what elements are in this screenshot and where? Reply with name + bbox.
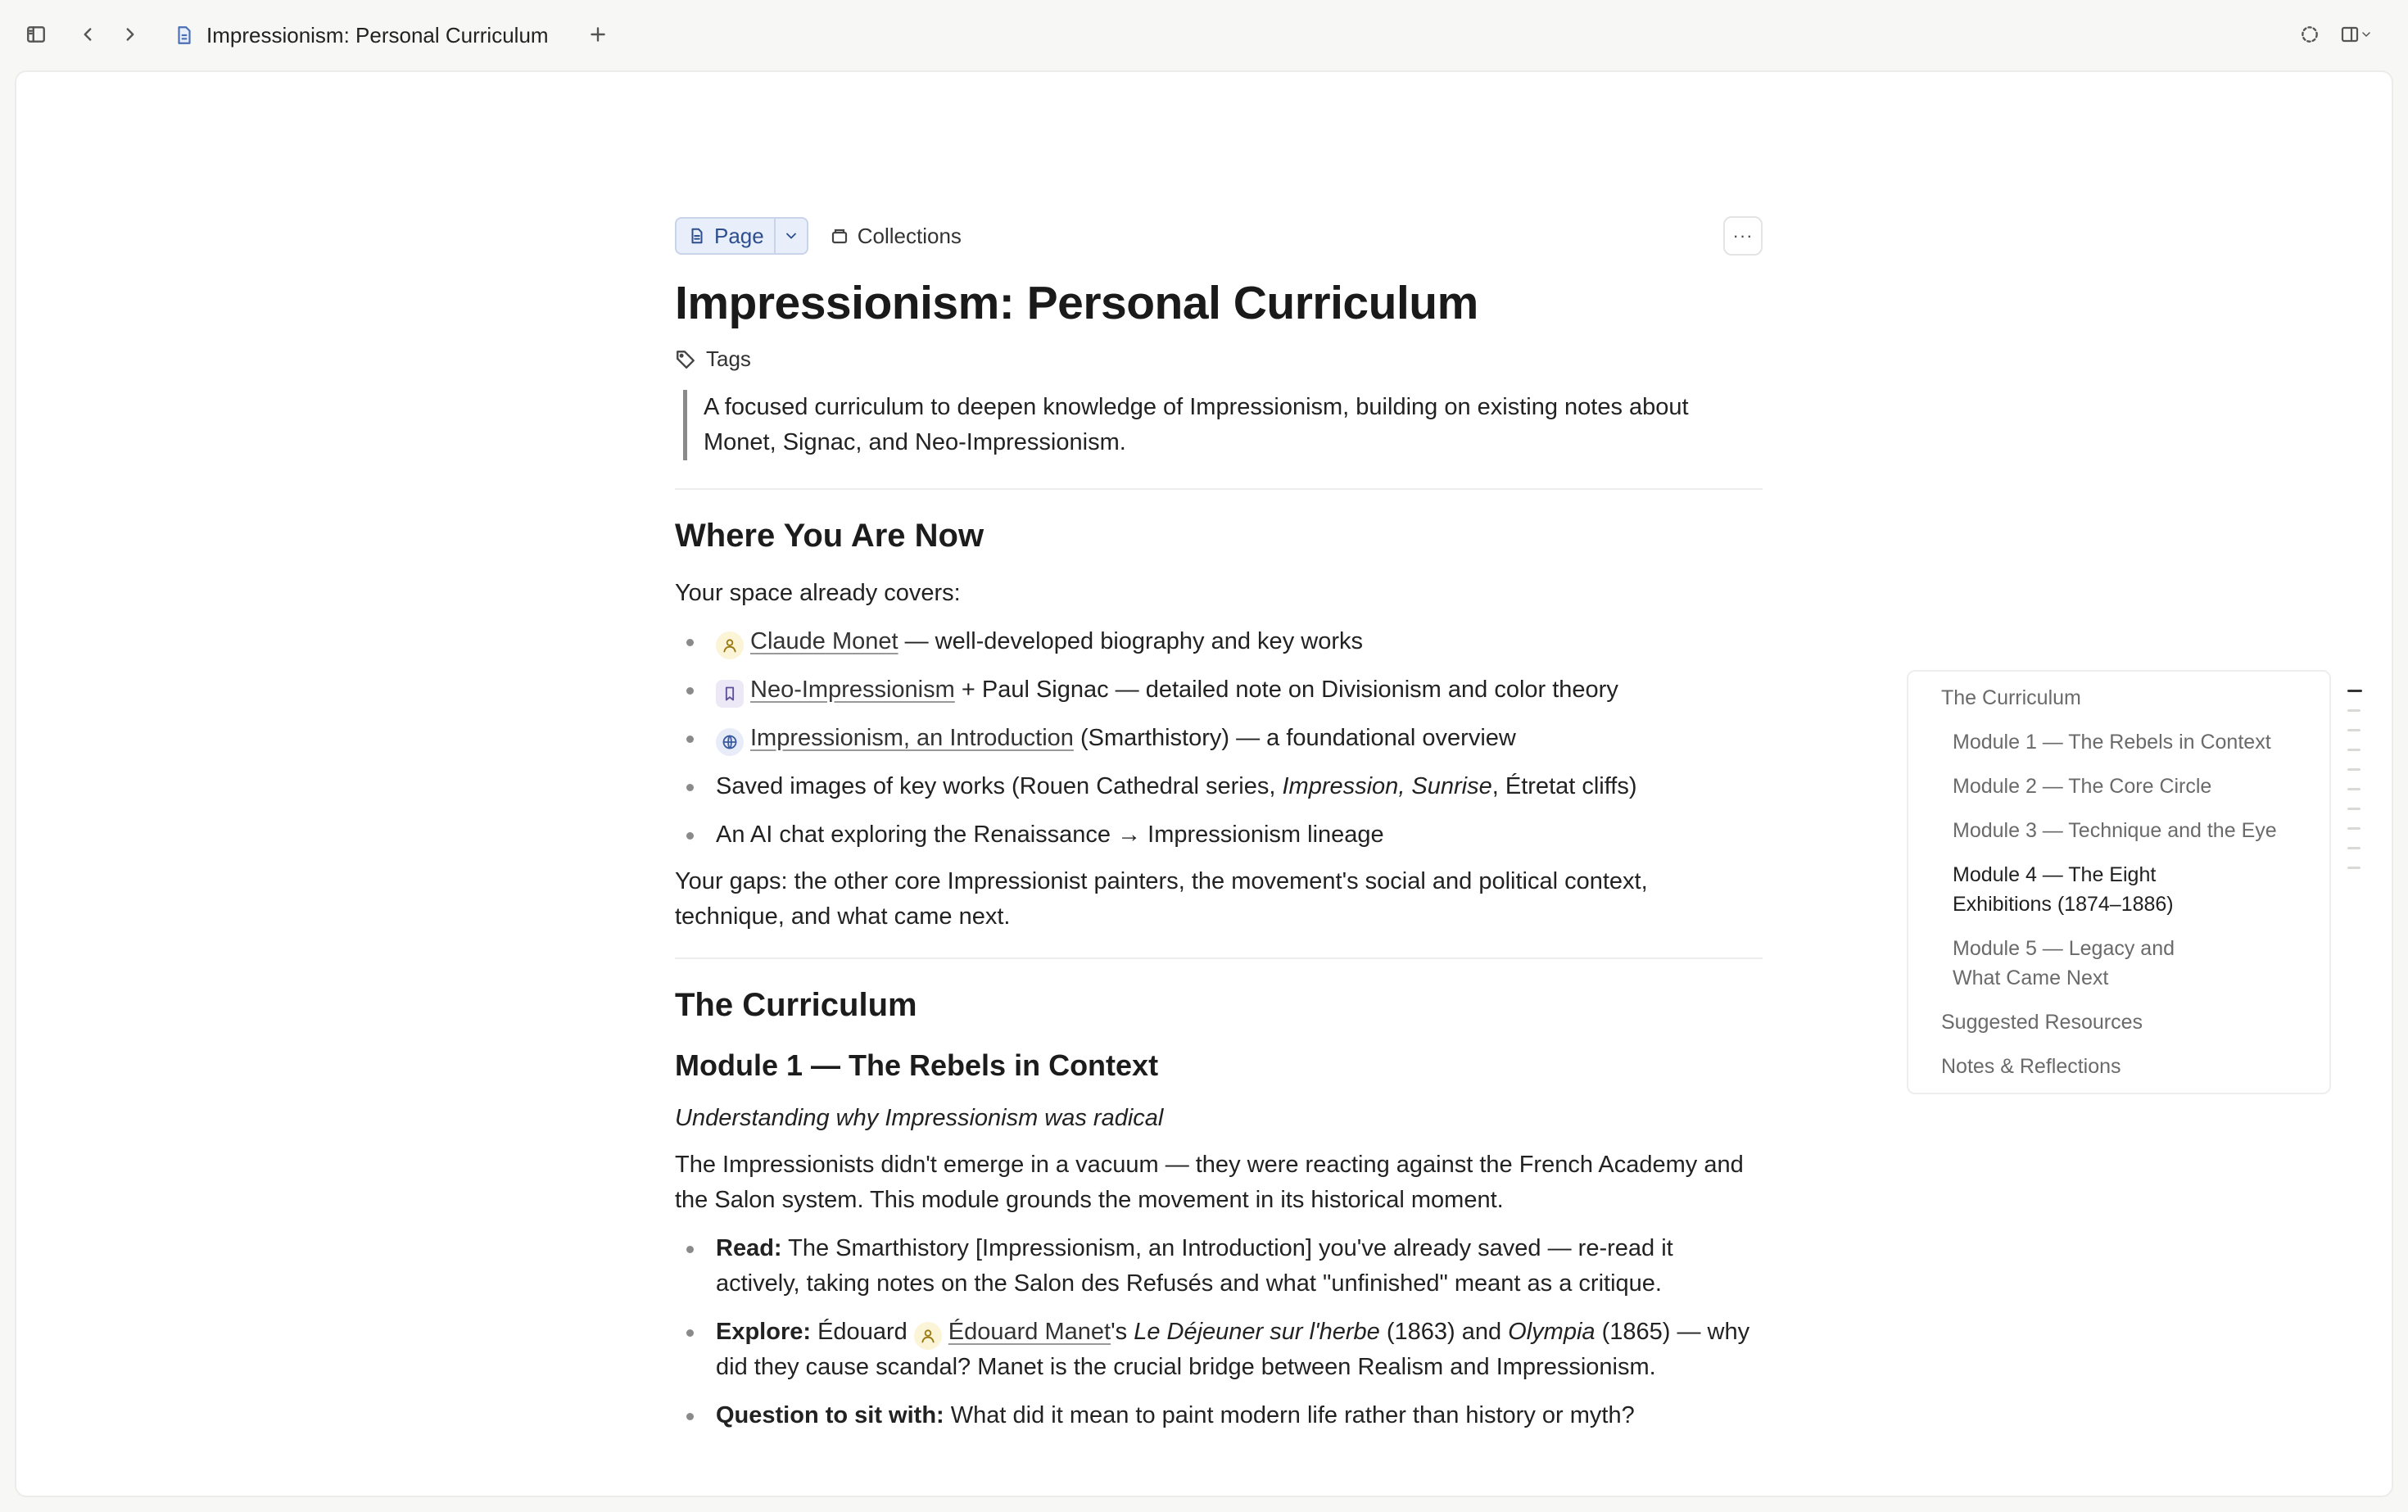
- page-toolbar: [675, 216, 1763, 256]
- module1-list: [675, 1231, 1763, 1433]
- person-icon: [716, 632, 744, 659]
- list-item: Impressionism, an Introduction (Smarthistory) — a foundational overview: [675, 721, 1763, 756]
- page-type-label: Page: [714, 223, 764, 248]
- toc-item-module-1[interactable]: Module 1 — The Rebels in Context: [1953, 731, 2271, 754]
- collections-button[interactable]: [830, 224, 962, 249]
- list-item: Saved images of key works (Rouen Cathedral series, Impression, Sunrise, Étretat cliffs): [675, 769, 1763, 804]
- new-tab-button[interactable]: [582, 18, 614, 51]
- page-icon: [688, 227, 706, 245]
- toc-item-module-3[interactable]: Module 3 — Technique and the Eye: [1953, 819, 2277, 842]
- list-item: Read: The Smarthistory [Impressionism, an Introduction] you've already saved — re-read it actively, taking notes on the Salon des Refusés and what "unfinished" meant as a critique.: [675, 1231, 1763, 1301]
- link-neo-impressionism[interactable]: Neo-Impressionism: [750, 677, 955, 703]
- summary-quote: A focused curriculum to deepen knowledge of Impressionism, building on existing notes about Monet, Signac, and Neo-Impressionism.: [683, 390, 1763, 460]
- chevron-down-icon: [783, 228, 799, 244]
- back-button[interactable]: [71, 18, 104, 51]
- sidebar-toggle-icon[interactable]: [20, 18, 52, 51]
- toc-item-module-5[interactable]: Module 5 — Legacy and What Came Next: [1953, 937, 2175, 989]
- collections-icon: [830, 226, 849, 246]
- tags-label: Tags: [706, 346, 751, 371]
- toc-item-module-4[interactable]: Module 4 — The Eight Exhibitions (1874–1886): [1953, 863, 2174, 916]
- divider: [675, 957, 1763, 959]
- page-type-button[interactable]: [677, 219, 776, 253]
- chevron-down-icon: [2360, 28, 2373, 41]
- tags-button[interactable]: [675, 342, 1763, 375]
- toc-item-curriculum[interactable]: The Curriculum: [1941, 686, 2081, 709]
- document: [675, 216, 1763, 1433]
- link-claude-monet[interactable]: Claude Monet: [750, 628, 898, 654]
- collections-label: Collections: [857, 223, 962, 248]
- module1-subtitle: Understanding why Impressionism was radical: [675, 1105, 1164, 1131]
- where-intro: Your space already covers:: [675, 580, 961, 606]
- globe-icon: [716, 728, 744, 756]
- more-options-button[interactable]: ···: [1723, 216, 1763, 256]
- chevron-left-icon: [77, 24, 98, 45]
- document-panel: [15, 70, 2393, 1497]
- page-title[interactable]: Impressionism: Personal Curriculum: [675, 277, 1478, 329]
- module1-body: The Impressionists didn't emerge in a vacuum — they were reacting against the French Academy and the Salon system. This module grounds the movement in its historical moment.: [675, 1152, 1744, 1213]
- person-icon: [914, 1322, 942, 1350]
- panel-icon: [2340, 25, 2360, 44]
- covered-list: [675, 624, 1763, 853]
- page-type-selector[interactable]: [675, 217, 808, 255]
- chevron-right-icon: [120, 24, 141, 45]
- list-item: Claude Monet — well-developed biography and key works: [675, 624, 1763, 659]
- bookmark-icon: [716, 680, 744, 708]
- divider: [675, 488, 1763, 490]
- link-impressionism-introduction[interactable]: Impressionism, an Introduction: [750, 725, 1074, 751]
- forward-button[interactable]: [114, 18, 147, 51]
- list-item: An AI chat exploring the Renaissance → Impressionism lineage: [675, 817, 1763, 853]
- section-heading-where: Where You Are Now: [675, 518, 984, 554]
- toc-item-resources[interactable]: Suggested Resources: [1941, 1011, 2143, 1034]
- table-of-contents: [1907, 670, 2331, 1094]
- top-bar: [0, 0, 2408, 70]
- tag-icon: [675, 348, 696, 369]
- gaps-paragraph: Your gaps: the other core Impressionist painters, the movement's social and political context, technique, and what came next.: [675, 868, 1648, 930]
- toc-item-module-2[interactable]: Module 2 — The Core Circle: [1953, 775, 2212, 798]
- section-heading-curriculum: The Curriculum: [675, 987, 917, 1023]
- sync-icon[interactable]: [2293, 18, 2326, 51]
- toc-item-notes[interactable]: Notes & Reflections: [1941, 1055, 2121, 1078]
- link-edouard-manet[interactable]: Édouard Manet: [948, 1319, 1111, 1345]
- panel-menu-button[interactable]: [2334, 18, 2379, 51]
- page-type-dropdown[interactable]: [776, 219, 807, 253]
- list-item: Neo-Impressionism + Paul Signac — detailed note on Divisionism and color theory: [675, 672, 1763, 708]
- list-item: Explore: Édouard Édouard Manet's Le Déjeuner sur l'herbe (1863) and Olympia (1865) — why did they cause scandal? Manet is the crucial bridge between Realism and Impressionism.: [675, 1315, 1763, 1385]
- page-icon: [174, 25, 195, 46]
- tab-current[interactable]: [174, 16, 549, 54]
- tab-title: Impressionism: Personal Curriculum: [206, 22, 549, 48]
- plus-icon: [587, 24, 609, 45]
- module1-heading: Module 1 — The Rebels in Context: [675, 1048, 1159, 1082]
- list-item: Question to sit with: What did it mean to paint modern life rather than history or myth?: [675, 1398, 1763, 1433]
